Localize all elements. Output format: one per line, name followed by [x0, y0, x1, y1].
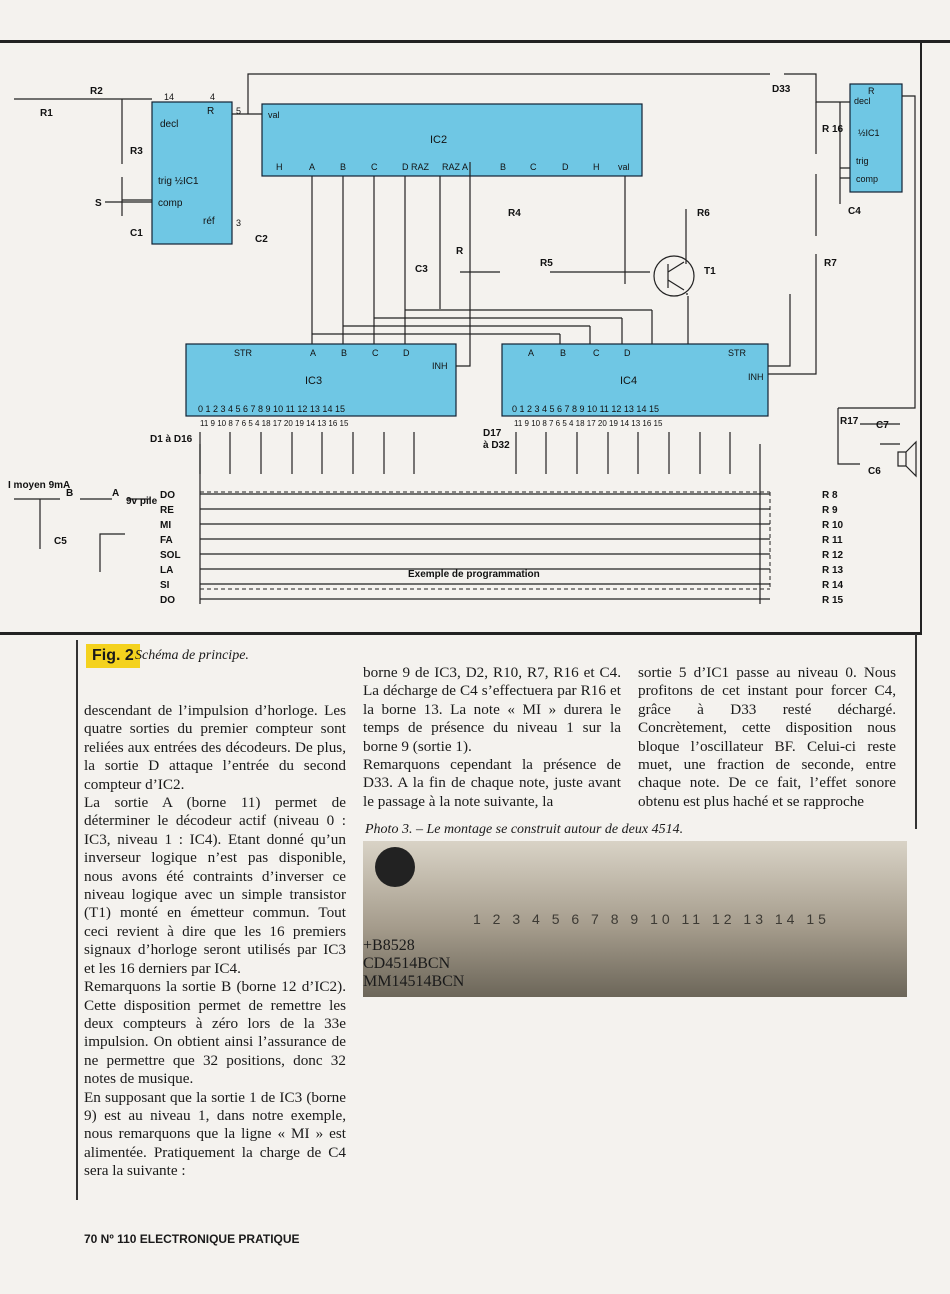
label-r4: R4	[508, 208, 521, 219]
speaker-icon	[898, 442, 916, 476]
ic3-str: STR	[234, 348, 252, 358]
label-r: R	[456, 246, 464, 257]
label-d17: D17	[483, 428, 502, 439]
res-r11: R 11	[822, 535, 843, 546]
transistor-t1	[654, 256, 694, 296]
ic3-d: D	[403, 348, 410, 358]
ic3-output-pins: 11 9 10 8 7 6 5 4 18 17 20 19 14 13 16 15	[200, 419, 349, 428]
diode-row-ic3	[200, 432, 414, 474]
label-d32: à D32	[483, 440, 510, 451]
photo-chip-text	[363, 937, 907, 991]
ic2-pin-c: C	[371, 162, 378, 172]
label-r5: R5	[540, 258, 553, 269]
note-do2: DO	[160, 595, 175, 606]
transistor-t1-leads	[668, 262, 684, 290]
ic1a-pin4: 4	[210, 92, 216, 102]
photo-chip-4514	[363, 841, 907, 937]
col2-paragraph-1: borne 9 de IC3, D2, R10, R7, R16 et C4. La décharge de C4 s’effectuera par R16 et la borne 13. La note « MI » durera le temps de présence du niveau 1 sur la borne 9 (sortie 1).	[363, 664, 621, 755]
ic4-output-pins: 11 9 10 8 7 6 5 4 18 17 20 19 14 13 16 15	[514, 419, 663, 428]
label-d1d16: D1 à D16	[150, 434, 193, 445]
page-footer: 70 Nº 110 ELECTRONIQUE PRATIQUE	[84, 1232, 300, 1246]
col3-paragraph-1: sortie 5 d’IC1 passe au niveau 0. Nous profitons de cet instant pour forcer C4, grâce à D33 resté déchargé. Concrètement, cette disposition nous bloque l’oscillateur BF. Celui-ci reste muet, une fraction de seconde, entre chaque note. De ce fait, l’effet sonore obtenu est plus haché et se rapproche	[638, 664, 896, 810]
figure-label: Fig. 2	[86, 644, 140, 668]
resistor-labels	[822, 490, 844, 606]
ic2-val-top: val	[268, 110, 280, 120]
photo-chip-line-1: +B8528	[363, 937, 415, 954]
note-si: SI	[160, 580, 170, 591]
ic4-b: B	[560, 348, 567, 358]
ic3-label: IC3	[305, 375, 323, 387]
res-r13: R 13	[822, 565, 844, 576]
label-r2: R2	[90, 86, 103, 97]
ic1b-decl: decl	[854, 96, 871, 106]
note-mi: MI	[160, 520, 172, 531]
schematic-bottom-rule	[0, 632, 922, 635]
col1-paragraph-4: En supposant que la sortie 1 de IC3 (borne 9) est au niveau 1, dans notre exemple, nous remarquons que la ligne « MI » est alimentée. Pratiquement la charge de C4 sera la suivante :	[84, 1088, 346, 1180]
label-r16: R 16	[822, 124, 844, 135]
label-c1: C1	[130, 228, 143, 239]
label-c7: C7	[876, 420, 889, 431]
ic2-pin-h: H	[276, 162, 283, 172]
ic2-pin-h2: H	[593, 162, 600, 172]
figure-caption: Schéma de principe.	[135, 648, 249, 663]
ic2-pin-d2: D	[562, 162, 569, 172]
ic4-inh: INH	[748, 372, 764, 382]
res-r12: R 12	[822, 550, 844, 561]
label-s: S	[95, 198, 102, 209]
column-1	[84, 702, 346, 1181]
label-r6: R6	[697, 208, 710, 219]
ic1b-r: R	[868, 86, 875, 96]
ic3-c: C	[372, 348, 379, 358]
res-r10: R 10	[822, 520, 844, 531]
right-column-rule	[915, 634, 917, 829]
label-r7: R7	[824, 258, 837, 269]
note-labels	[160, 490, 181, 606]
label-c2: C2	[255, 234, 268, 245]
label-r1: R1	[40, 108, 53, 119]
col1-paragraph-2: La sortie A (borne 11) permet de déterminer le décodeur actif (niveau 0 : IC3, niveau 1 : IC4). Etant donné qu’un inverseur logique n’est pas disponible, nous avons été contraints d’inverser ce niveau logique avec un simple transistor (T1) monté en émetteur commun. Tout ceci revient à dire que les 16 premiers signaux d’horloge seront utilisés par IC3 et les 16 derniers par IC4.	[84, 794, 346, 977]
ic3-inh: INH	[432, 361, 448, 371]
ic1a-r: R	[207, 106, 215, 117]
ic4-d: D	[624, 348, 631, 358]
column-2	[363, 664, 621, 811]
ic3-b: B	[341, 348, 348, 358]
ic2-label: IC2	[430, 134, 448, 146]
ic2-pin-b: B	[340, 162, 347, 172]
col1-paragraph-3: Remarquons la sortie B (borne 12 d’IC2). Cette disposition permet de remettre les deux compteurs à zéro lors de la 33e impulsion. On obtient ainsi l’assurance de ne permettre que 32 positions, donc 32 notes de musique.	[84, 978, 346, 1088]
left-column-rule	[76, 640, 78, 1200]
res-r9: R 9	[822, 505, 838, 516]
ic1a-decl: decl	[160, 119, 179, 130]
note-re: RE	[160, 505, 174, 516]
label-c5: C5	[54, 536, 67, 547]
note-fa: FA	[160, 535, 173, 546]
ic4-c: C	[593, 348, 600, 358]
ic2-pin-a: A	[309, 162, 316, 172]
ic4-outputs: 0 1 2 3 4 5 6 7 8 9 10 11 12 13 14 15	[512, 404, 659, 414]
res-r14: R 14	[822, 580, 844, 591]
ic3-a: A	[310, 348, 317, 358]
ic4-label: IC4	[620, 375, 638, 387]
label-prog: Exemple de programmation	[408, 569, 540, 580]
label-d33: D33	[772, 84, 791, 95]
label-r3: R3	[130, 146, 143, 157]
ic3-outputs: 0 1 2 3 4 5 6 7 8 9 10 11 12 13 14 15	[198, 404, 345, 414]
top-rule	[0, 40, 950, 43]
note-sol: SOL	[160, 550, 181, 561]
label-c6: C6	[868, 466, 881, 477]
ic1a-ref: réf	[203, 216, 215, 227]
label-r17: R17	[840, 416, 859, 427]
ic1a-trig: trig ½IC1	[158, 176, 199, 187]
diode-row-ic4	[516, 432, 730, 474]
ic2-pin-raza: RAZ A	[442, 162, 469, 172]
res-r15: R 15	[822, 595, 844, 606]
ic1a-comp: comp	[158, 198, 183, 209]
circuit-schematic	[0, 44, 950, 634]
ic2-pin-draz: D RAZ	[402, 162, 429, 172]
ic1a-pin5: 5	[236, 106, 242, 116]
photo-board-marking: 1 2 3 4 5 6 7 8 9 10 11 12 13 14 15	[473, 911, 830, 927]
res-r8: R 8	[822, 490, 838, 501]
ic2-pin-val: val	[618, 162, 630, 172]
ic2-pin-b2: B	[500, 162, 507, 172]
ic4-a: A	[528, 348, 535, 358]
ic1a-pin14: 14	[164, 92, 175, 102]
label-b: B	[66, 488, 74, 499]
column-3	[638, 664, 896, 811]
label-c3: C3	[415, 264, 428, 275]
note-la: LA	[160, 565, 174, 576]
ic4-str: STR	[728, 348, 746, 358]
ic1b-comp: comp	[856, 174, 879, 184]
photo-chip-layer	[363, 841, 907, 997]
label-c4: C4	[848, 206, 861, 217]
col1-paragraph-1: descendant de l’impulsion d’horloge. Les quatre sorties du premier compteur sont reliées aux entrées des décodeurs. De plus, la sortie D attaque l’entrée du second compteur d’IC2.	[84, 702, 346, 793]
label-t1: T1	[704, 266, 716, 277]
ic1b-trig: trig	[856, 156, 869, 166]
ic1a-pin3: 3	[236, 218, 242, 228]
ic2-pin-c2: C	[530, 162, 537, 172]
label-imoyen: I moyen 9mA	[8, 480, 71, 491]
note-do: DO	[160, 490, 175, 501]
ic1b-half: ½IC1	[858, 128, 880, 138]
photo-chip-line-3: MM14514BCN	[363, 973, 465, 990]
label-pile: 9v pile	[126, 496, 158, 507]
photo-caption: Photo 3. – Le montage se construit autour de deux 4514.	[365, 822, 684, 837]
col2-paragraph-2: Remarquons cependant la présence de D33. A la fin de chaque note, juste avant le passage à la note suivante, la	[363, 756, 621, 810]
label-a: A	[112, 488, 120, 499]
photo-chip-line-2: CD4514BCN	[363, 955, 451, 972]
